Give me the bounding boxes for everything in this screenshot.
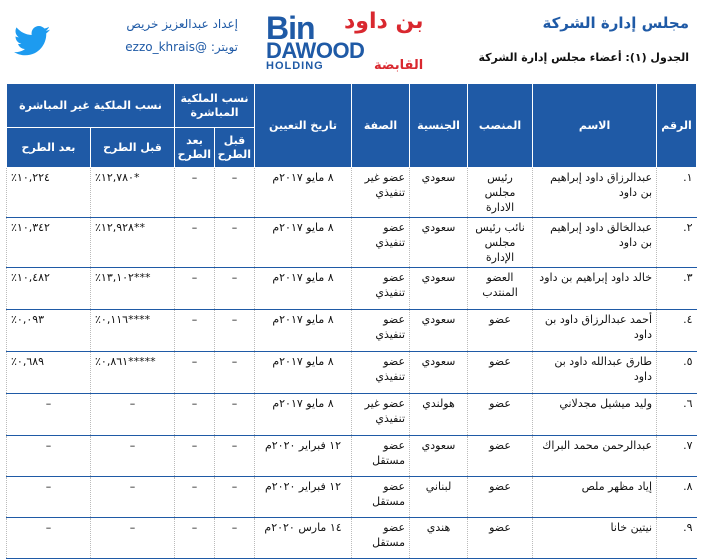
- indirect-after-ipo: ٪١٠,٤٨٢: [7, 268, 91, 310]
- direct-after-ipo: –: [175, 168, 215, 218]
- indirect-after-ipo: ٪٠,٠٩٣: [7, 310, 91, 352]
- table-row: [7, 518, 697, 559]
- twitter-bird-icon: [14, 26, 50, 56]
- header-indirect-before: قبل الطرح: [91, 128, 175, 168]
- indirect-after-ipo: –: [7, 436, 91, 477]
- member-nationality: سعودي: [410, 268, 468, 310]
- header-direct-ownership: نسب الملكية المباشرة: [175, 84, 255, 128]
- header-capacity: الصفة: [352, 84, 410, 168]
- direct-after-ipo: –: [175, 436, 215, 477]
- logo-holding-text: HOLDING: [266, 60, 324, 72]
- member-position: عضو: [468, 436, 533, 477]
- indirect-after-ipo: –: [7, 477, 91, 518]
- row-number: ٧.: [657, 436, 697, 477]
- indirect-after-ipo: ٪٠,٦٨٩: [7, 352, 91, 394]
- member-name: عبدالرزاق داود إبراهيم بن داود: [533, 168, 657, 218]
- direct-before-ipo: –: [215, 436, 255, 477]
- direct-after-ipo: –: [175, 268, 215, 310]
- indirect-before-ipo: ٪١٢,٩٢٨**: [91, 218, 175, 268]
- member-capacity: عضو مستقل: [352, 477, 410, 518]
- direct-after-ipo: –: [175, 218, 215, 268]
- direct-before-ipo: –: [215, 352, 255, 394]
- appointment-date: ٨ مايو ٢٠١٧م: [255, 310, 352, 352]
- direct-before-ipo: –: [215, 268, 255, 310]
- member-name: وليد ميشيل مجدلاني: [533, 394, 657, 436]
- member-capacity: عضو تنفيذي: [352, 310, 410, 352]
- member-name: إياد مظهر ملص: [533, 477, 657, 518]
- indirect-before-ipo: –: [91, 477, 175, 518]
- table-caption: الجدول (١): أعضاء مجلس إدارة الشركة: [478, 51, 689, 64]
- table-row: [7, 436, 697, 477]
- direct-after-ipo: –: [175, 352, 215, 394]
- member-name: نيتين خانا: [533, 518, 657, 559]
- member-capacity: عضو تنفيذي: [352, 218, 410, 268]
- member-nationality: سعودي: [410, 218, 468, 268]
- indirect-before-ipo: ٪٠,٨٦١*****: [91, 352, 175, 394]
- indirect-before-ipo: –: [91, 518, 175, 559]
- header-nationality: الجنسية: [410, 84, 468, 168]
- member-capacity: عضو تنفيذي: [352, 268, 410, 310]
- header-position: المنصب: [468, 84, 533, 168]
- table-row: [7, 218, 697, 268]
- header-no: الرقم: [657, 84, 697, 168]
- indirect-before-ipo: –: [91, 436, 175, 477]
- member-nationality: هندي: [410, 518, 468, 559]
- direct-before-ipo: –: [215, 218, 255, 268]
- appointment-date: ١٢ فبراير ٢٠٢٠م: [255, 436, 352, 477]
- header-direct-after: بعد الطرح: [175, 128, 215, 168]
- member-nationality: سعودي: [410, 436, 468, 477]
- direct-before-ipo: –: [215, 310, 255, 352]
- appointment-date: ١٢ فبراير ٢٠٢٠م: [255, 477, 352, 518]
- member-capacity: عضو مستقل: [352, 518, 410, 559]
- member-position: عضو: [468, 310, 533, 352]
- appointment-date: ٨ مايو ٢٠١٧م: [255, 168, 352, 218]
- member-name: أحمد عبدالرزاق داود بن داود: [533, 310, 657, 352]
- header-name: الاسم: [533, 84, 657, 168]
- member-nationality: سعودي: [410, 310, 468, 352]
- member-position: عضو: [468, 352, 533, 394]
- logo-arabic-name: بن داود: [344, 9, 424, 34]
- member-nationality: لبناني: [410, 477, 468, 518]
- indirect-after-ipo: ٪١٠,٣٤٢: [7, 218, 91, 268]
- logo-bin-text: Bin: [266, 10, 315, 46]
- direct-before-ipo: –: [215, 394, 255, 436]
- row-number: ٥.: [657, 352, 697, 394]
- appointment-date: ٨ مايو ٢٠١٧م: [255, 394, 352, 436]
- member-name: خالد داود إبراهيم بن داود: [533, 268, 657, 310]
- row-number: ٣.: [657, 268, 697, 310]
- member-capacity: عضو غير تنفيذي: [352, 168, 410, 218]
- table-row: [7, 168, 697, 218]
- direct-after-ipo: –: [175, 477, 215, 518]
- table-row: [7, 394, 697, 436]
- appointment-date: ١٤ مارس ٢٠٢٠م: [255, 518, 352, 559]
- logo-arabic-holding: القابضة: [374, 58, 424, 73]
- direct-before-ipo: –: [215, 518, 255, 559]
- indirect-before-ipo: ٪٠,١١٦****: [91, 310, 175, 352]
- table-row: [7, 268, 697, 310]
- table-row: [7, 477, 697, 518]
- board-members-table: [6, 83, 697, 559]
- member-capacity: عضو مستقل: [352, 436, 410, 477]
- appointment-date: ٨ مايو ٢٠١٧م: [255, 352, 352, 394]
- member-position: العضو المنتدب: [468, 268, 533, 310]
- indirect-before-ipo: –: [91, 394, 175, 436]
- row-number: ٨.: [657, 477, 697, 518]
- member-capacity: عضو غير تنفيذي: [352, 394, 410, 436]
- header-direct-before: قبل الطرح: [215, 128, 255, 168]
- member-nationality: هولندي: [410, 394, 468, 436]
- member-nationality: سعودي: [410, 168, 468, 218]
- logo-dawood-text: DAWOOD: [266, 38, 365, 63]
- credit-author: إعداد عبدالعزيز خريص: [126, 17, 238, 31]
- indirect-after-ipo: –: [7, 518, 91, 559]
- member-position: رئيس مجلس الادارة: [468, 168, 533, 218]
- row-number: ٢.: [657, 218, 697, 268]
- header-indirect-after: بعد الطرح: [7, 128, 91, 168]
- header-appointment-date: تاريخ التعيين: [255, 84, 352, 168]
- bin-dawood-logo: [262, 6, 448, 72]
- member-name: عبدالخالق داود إبراهيم بن داود: [533, 218, 657, 268]
- member-name: عبدالرحمن محمد البراك: [533, 436, 657, 477]
- direct-before-ipo: –: [215, 168, 255, 218]
- table-row: [7, 310, 697, 352]
- header-indirect-ownership: نسب الملكية غير المباشرة: [7, 84, 175, 128]
- indirect-after-ipo: ٪١٠,٢٢٤: [7, 168, 91, 218]
- appointment-date: ٨ مايو ٢٠١٧م: [255, 268, 352, 310]
- member-position: عضو: [468, 394, 533, 436]
- direct-after-ipo: –: [175, 310, 215, 352]
- row-number: ٤.: [657, 310, 697, 352]
- member-capacity: عضو تنفيذي: [352, 352, 410, 394]
- direct-before-ipo: –: [215, 477, 255, 518]
- appointment-date: ٨ مايو ٢٠١٧م: [255, 218, 352, 268]
- direct-after-ipo: –: [175, 518, 215, 559]
- member-position: نائب رئيس مجلس الإدارة: [468, 218, 533, 268]
- row-number: ٦.: [657, 394, 697, 436]
- row-number: ١.: [657, 168, 697, 218]
- indirect-before-ipo: ٪١٣,١٠٢***: [91, 268, 175, 310]
- indirect-after-ipo: –: [7, 394, 91, 436]
- page-title: مجلس إدارة الشركة: [542, 14, 689, 32]
- indirect-before-ipo: ٪١٢,٧٨٠*: [91, 168, 175, 218]
- member-position: عضو: [468, 518, 533, 559]
- table-row: [7, 352, 697, 394]
- member-nationality: سعودي: [410, 352, 468, 394]
- member-name: طارق عبدالله داود بن داود: [533, 352, 657, 394]
- row-number: ٩.: [657, 518, 697, 559]
- member-position: عضو: [468, 477, 533, 518]
- direct-after-ipo: –: [175, 394, 215, 436]
- credit-twitter-handle[interactable]: تويتر: @ezzo_khrais: [125, 40, 238, 54]
